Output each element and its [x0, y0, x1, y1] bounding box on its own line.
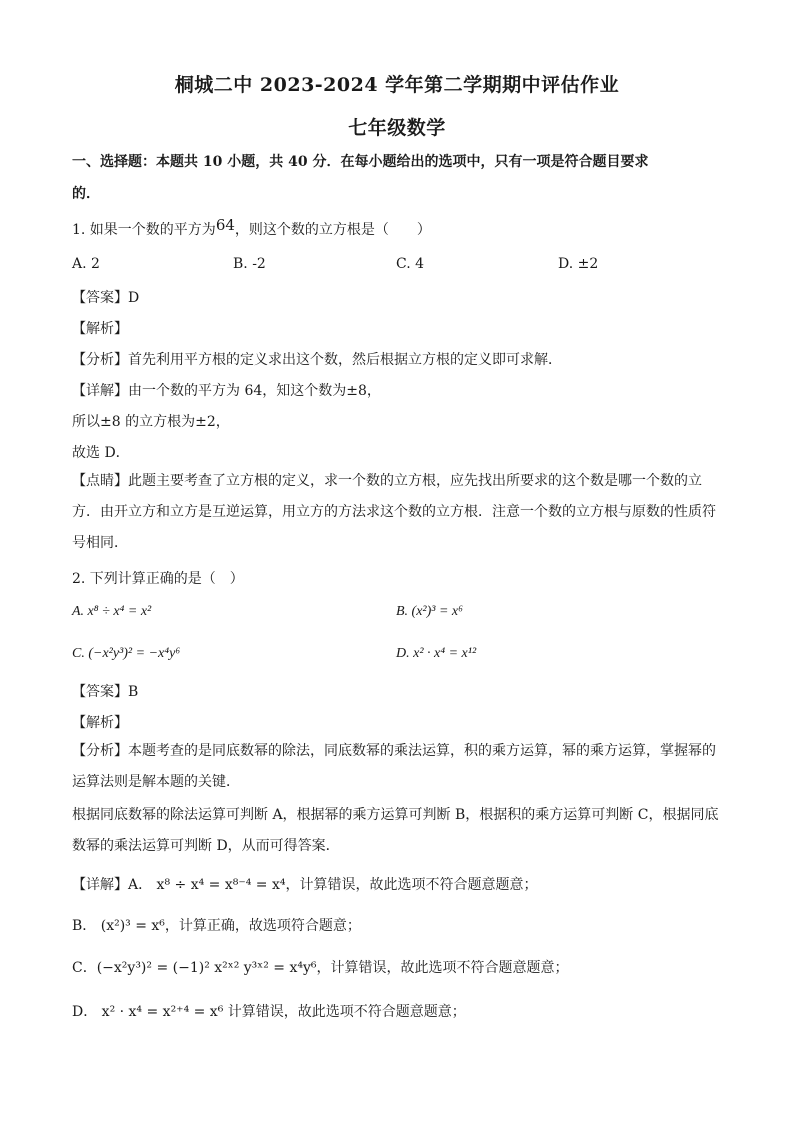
q2-xiangjie-b: B． (x²)³ = x⁶，计算正确，故选项符合题意；: [72, 918, 361, 934]
q2-option-c: C. (−x²y³)² = −x⁴y⁶: [72, 646, 181, 661]
q1-option-c: C. 4: [396, 256, 425, 272]
section-heading-line2: 的．: [72, 186, 100, 202]
q1-xiangjie-1: 【详解】由一个数的平方为 64，知这个数为±8，: [72, 383, 381, 399]
q1-option-d: D. ±2: [558, 256, 599, 272]
section-heading-line1: 一、选择题：本题共 10 小题，共 40 分．在每小题给出的选项中，只有一项是符合题目要求: [72, 154, 649, 170]
document-title: 桐城二中 2023-2024 学年第二学期期中评估作业: [174, 74, 620, 96]
q1-stem-number: 64: [215, 216, 235, 234]
q2-xiangjie-a: 【详解】A． x⁸ ÷ x⁴ = x⁸⁻⁴ = x⁴，计算错误，故此选项不符合题意题意；: [72, 877, 538, 893]
q1-analysis-label: 【解析】: [72, 321, 128, 337]
q2-fenxi: 【分析】本题考查的是同底数幂的除法，同底数幂的乘法运算，积的乘方运算，幂的乘方运算，掌握幂的运算法则是解本题的关键．: [72, 743, 716, 790]
q1-stem-suffix: ，则这个数的立方根是（ ）: [234, 222, 431, 238]
q1-xiangjie-2: 所以±8 的立方根为±2，: [72, 414, 230, 430]
q1-stem-prefix: 1. 如果一个数的平方为: [72, 222, 216, 238]
q2-analysis-label: 【解析】: [72, 715, 128, 731]
q2-xiangjie-c: C．(−x²y³)² = (−1)² x²ˣ² y³ˣ² = x⁴y⁶，计算错误，故此选项不符合题意题意；: [72, 960, 569, 976]
q1-stem: [72, 216, 431, 239]
q1-answer: 【答案】D: [72, 290, 140, 306]
q2-reason: 根据同底数幂的除法运算可判断 A，根据幂的乘方运算可判断 B，根据积的乘方运算可判断 C，根据同底数幂的乘法运算可判断 D，从而可得答案．: [72, 807, 719, 854]
q2-option-d: D. x² · x⁴ = x¹²: [396, 646, 477, 661]
q1-option-a: A. 2: [72, 256, 100, 272]
q1-xiangjie-3: 故选 D．: [72, 445, 130, 461]
q2-answer: 【答案】B: [72, 684, 139, 700]
q2-stem: 2. 下列计算正确的是（ ）: [72, 571, 244, 587]
document-subtitle: 七年级数学: [348, 117, 446, 139]
q1-fenxi: 【分析】首先利用平方根的定义求出这个数，然后根据立方根的定义即可求解．: [72, 352, 562, 368]
q1-option-b: B. -2: [233, 256, 266, 272]
q2-option-b: B. (x²)³ = x⁶: [396, 604, 464, 619]
q2-option-a: A. x⁸ ÷ x⁴ = x²: [72, 604, 152, 619]
q2-xiangjie-d: D． x² · x⁴ = x²⁺⁴ = x⁶ 计算错误，故此选项不符合题意题意；: [72, 1004, 466, 1020]
q1-dianjing: 【点睛】此题主要考查了立方根的定义，求一个数的立方根，应先找出所要求的这个数是哪一个数的立方．由开立方和立方是互逆运算，用立方的方法求这个数的立方根．注意一个数的立方根与原数的性质符号相同．: [72, 473, 716, 551]
